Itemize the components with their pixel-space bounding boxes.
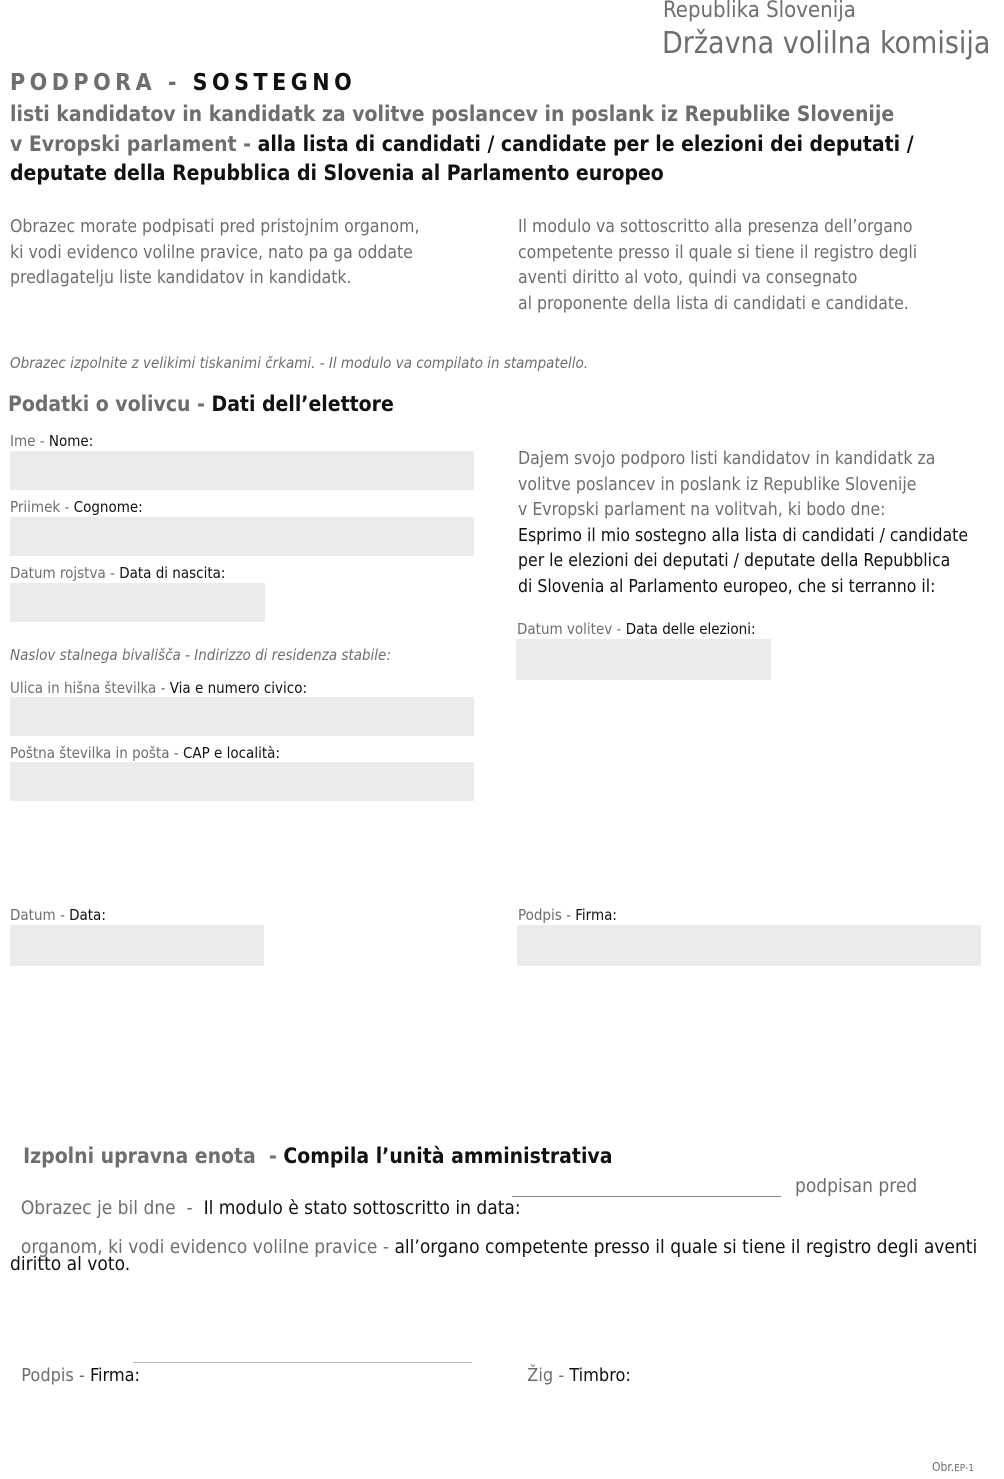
- republic-name: Republika Slovenija: [663, 0, 856, 23]
- admin-line1: Obrazec je bil dne - Il modulo è stato sottoscritto in data:: [20, 1197, 521, 1219]
- instructions-si: Obrazec morate podpisati pred pristojnim organom, ki vodi evidenco volilne pravice, nato pa ga oddate predlagatelju liste kandidatov in kandidatk.: [10, 217, 420, 288]
- admin-line2: organom, ki vodi evidenco volilne pravice - all’organo competente presso il quale si tiene il registro degli aventi: [20, 1236, 978, 1258]
- birth-date-field[interactable]: [10, 583, 265, 622]
- signature-field[interactable]: [517, 925, 981, 966]
- admin-signature-label: Podpis - Firma:: [21, 1365, 140, 1386]
- postal-field[interactable]: [10, 762, 474, 801]
- street-field[interactable]: [10, 697, 474, 736]
- name-label: Ime - Nome:: [10, 432, 94, 450]
- date-field[interactable]: [10, 925, 264, 966]
- form-title: [10, 70, 356, 96]
- street-label: Ulica in hišna številka - Via e numero civico:: [10, 679, 308, 697]
- admin-stamp-label: Žig - Timbro:: [527, 1365, 631, 1386]
- admin-date-line[interactable]: [512, 1196, 781, 1197]
- surname-label: Priimek - Cognome:: [10, 498, 143, 516]
- instructions-it: Il modulo va sottoscritto alla presenza dell’organo competente presso il quale si tiene il registro degli aventi diritto al voto, quindi va consegnato al proponente della lista di candidati e candidate.: [518, 217, 918, 314]
- title-si: PODPORA: [10, 70, 157, 96]
- admin-line3: diritto al voto.: [10, 1253, 131, 1275]
- subtitle-line2: v Evropski parlament - alla lista di candidati / candidate per le elezioni dei deputati /: [10, 131, 914, 156]
- title-it: SOSTEGNO: [192, 70, 357, 96]
- commission-name: Državna volilna komisija: [662, 26, 991, 61]
- support-statement: Dajem svojo podporo listi kandidatov in kandidatk za volitve poslancev in poslank iz Republike Slovenije v Evropski parlament na volitvah, ki bodo dne: Esprimo il mio sostegno alla lista di candidati / candidate per le elezioni dei deputati / deputate della Repubblica di Slovenia al Parlamento europeo, che si terranno il:: [518, 449, 969, 597]
- date-label: Datum - Data:: [10, 906, 106, 924]
- election-date-label: Datum volitev - Data delle elezioni:: [517, 620, 756, 638]
- name-field[interactable]: [10, 451, 474, 490]
- subtitle-line1: listi kandidatov in kandidatk za volitve poslancev in poslank iz Republike Slovenije: [10, 102, 895, 126]
- admin-line1-tail: podpisan pred: [795, 1175, 918, 1197]
- election-date-field[interactable]: [516, 639, 771, 680]
- form-subtitle: [10, 100, 914, 189]
- subtitle-line3: deputate della Repubblica di Slovenia al Parlamento europeo: [10, 161, 664, 185]
- admin-signature-line[interactable]: [133, 1362, 472, 1363]
- voter-section-heading: Podatki o volivcu - Dati dell’elettore: [8, 392, 394, 416]
- form-code: Obr.EP-1: [932, 1460, 974, 1474]
- title-sep: -: [156, 70, 193, 96]
- signature-label: Podpis - Firma:: [518, 906, 617, 924]
- postal-label: Poštna številka in pošta - CAP e località:: [10, 744, 280, 762]
- surname-field[interactable]: [10, 517, 474, 556]
- admin-heading: Izpolni upravna enota - Compila l’unità amministrativa: [23, 1144, 613, 1168]
- birth-date-label: Datum rojstva - Data di nascita:: [10, 564, 226, 582]
- address-note: Naslov stalnega bivališča - Indirizzo di residenza stabile:: [10, 646, 391, 664]
- fill-note: Obrazec izpolnite z velikimi tiskanimi črkami. - Il modulo va compilato in stampatello.: [10, 354, 589, 372]
